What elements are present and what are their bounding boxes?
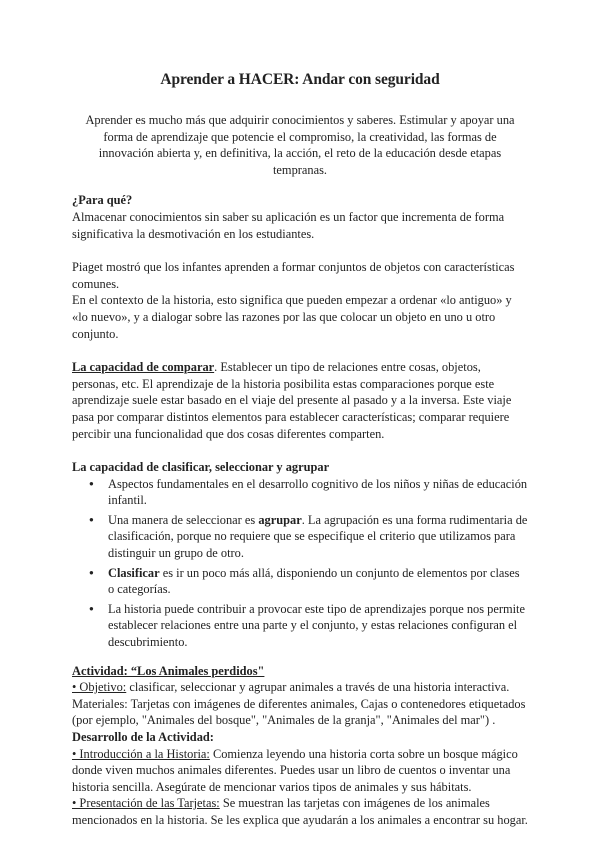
objetivo-label: • Objetivo: bbox=[72, 680, 127, 695]
clasificar-list bbox=[72, 476, 528, 651]
spacer bbox=[72, 342, 528, 359]
list-item: ● La historia puede contribuir a provocar este tipo de aprendizajes porque nos permite establecer relaciones entre una parte y el conjunto, y estas relaciones configuran el descubrimiento. bbox=[108, 601, 528, 651]
list-item bbox=[108, 565, 528, 598]
list-item-text: . La agrupación es una forma rudimentaria de clasificación, porque no requiere que se especifique el criterio que utilizamos para distinguir un grupo de otro. bbox=[108, 512, 528, 561]
spacer bbox=[72, 442, 528, 459]
piaget-paragraph-1: Piaget mostró que los infantes aprenden a formar conjuntos de objetos con características comunes. bbox=[72, 260, 515, 291]
comparar-text: . Establecer un tipo de relaciones entre cosas, objetos, personas, etc. El aprendizaje de la historia posibilita estas comparaciones porque este aprendizaje suele estar basado en el viaje del presente al pasado y a la inversa. Este viaje pasa por comparar distintos elementos para establecer características; comparar requiere percibir una funcionalidad que dos cosas diferentes comparten. bbox=[72, 360, 512, 441]
introduccion-paragraph bbox=[72, 746, 528, 796]
spacer bbox=[72, 654, 528, 663]
introduccion-label: • Introducción a la Historia: bbox=[72, 746, 210, 761]
introduccion-text: Comienza leyendo una historia corta sobre un bosque mágico donde viven muchos animales diferentes. Puedes usar un libro de cuentos o inventar una historia sencilla. Asegúrate de mencionar varios tipos de animales y sus hábitats. bbox=[72, 746, 518, 794]
tarjetas-label: • Presentación de las Tarjetas: bbox=[72, 796, 220, 811]
clasificar-heading: La capacidad de clasificar, seleccionar y agrupar bbox=[72, 460, 330, 475]
list-item bbox=[108, 512, 528, 562]
intro-paragraph: Aprender es mucho más que adquirir conocimientos y saberes. Estimular y apoyar una forma de aprendizaje que potencie el compromiso, la creatividad, las formas de innovación abierta y, en definitiva, la acción, el reto de la educación desde etapas tempranas. bbox=[85, 113, 515, 177]
comparar-paragraph bbox=[72, 359, 528, 442]
list-item-emphasis: agrupar bbox=[258, 512, 302, 527]
objetivo-text: clasificar, seleccionar y agrupar animales a través de una historia interactiva. bbox=[126, 680, 510, 695]
materiales-text: Materiales: Tarjetas con imágenes de diferentes animales, Cajas o contenedores etiquetados (por ejemplo, "Animales del bosque", "Animales de la granja", "Animales del mar") . bbox=[72, 696, 526, 728]
para-que-text: Almacenar conocimientos sin saber su aplicación es un factor que incrementa de forma significativa la desmotivación en los estudiantes. bbox=[72, 209, 505, 241]
para-que-heading: ¿Para qué? bbox=[72, 193, 133, 208]
desarrollo-heading: Desarrollo de la Actividad: bbox=[72, 730, 214, 744]
comparar-label: La capacidad de comparar bbox=[72, 360, 215, 375]
list-item-text: es ir un poco más allá, disponiendo un conjunto de elementos por clases o categorías. bbox=[108, 565, 520, 597]
actividad-heading: Actividad: “Los Animales perdidos" bbox=[72, 663, 265, 678]
objetivo-line bbox=[72, 679, 528, 696]
tarjetas-paragraph bbox=[72, 795, 528, 828]
list-item: ● Aspectos fundamentales en el desarrollo cognitivo de los niños y niñas de educación infantil. bbox=[108, 476, 528, 509]
spacer bbox=[72, 242, 528, 259]
tarjetas-text: Se muestran las tarjetas con imágenes de los animales mencionados en la historia. Se les explica que ayudarán a los animales a encontrar su hogar. bbox=[72, 796, 528, 827]
list-item-text: Una manera de seleccionar es bbox=[108, 512, 259, 527]
piaget-paragraph-2: En el contexto de la historia, esto significa que pueden empezar a ordenar «lo antiguo» y «lo nuevo», y a dialogar sobre las razones por las que colocar un objeto en uno u otro conjunto. bbox=[72, 293, 512, 341]
page-title: Aprender a HACER: Andar con seguridad bbox=[160, 71, 440, 88]
list-item-emphasis: Clasificar bbox=[108, 565, 160, 580]
